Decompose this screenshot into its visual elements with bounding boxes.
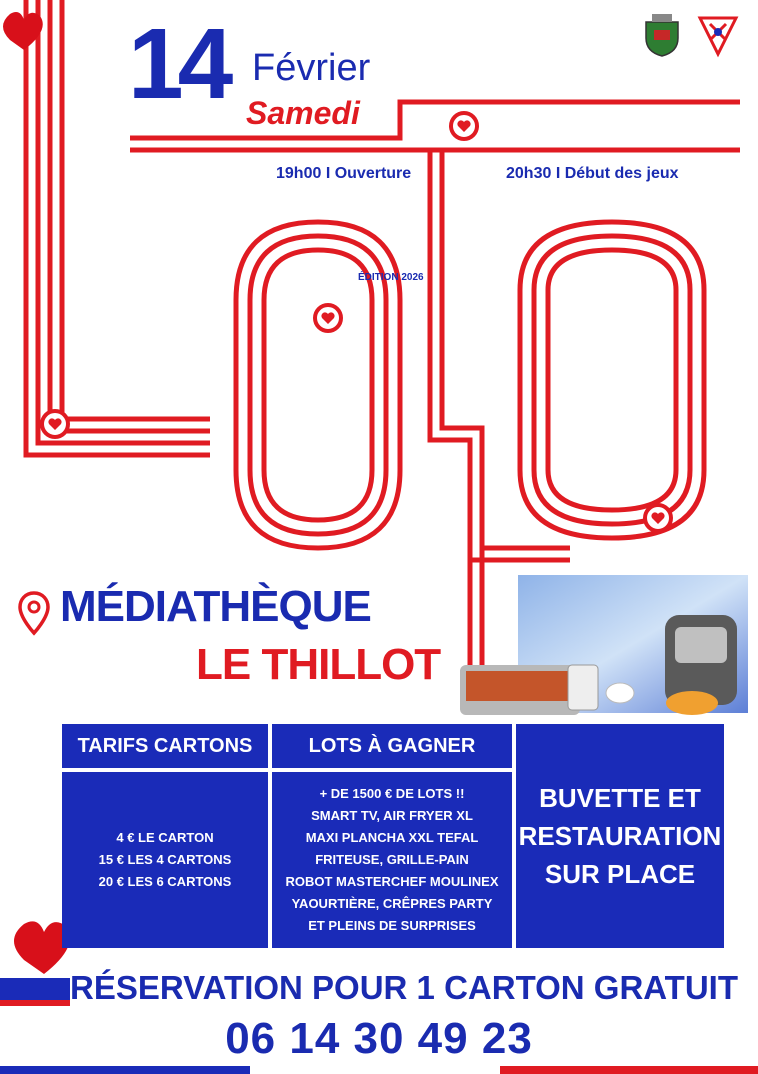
lot-item: YAOURTIÈRE, CRÊPRES PARTY xyxy=(291,896,493,911)
buvette-line: RESTAURATION xyxy=(518,821,722,851)
buvette-box xyxy=(516,724,724,948)
lot-item: SMART TV, AIR FRYER XL xyxy=(311,808,473,823)
date-day: 14 xyxy=(128,8,228,120)
lot-item: ET PLEINS DE SURPRISES xyxy=(308,918,476,933)
club-logo xyxy=(696,10,740,58)
date-month: Février xyxy=(252,47,371,89)
prizes-illustration xyxy=(460,575,750,725)
lots-list xyxy=(272,772,512,948)
tarif-item: 4 € LE CARTON xyxy=(116,830,214,845)
opening-time: 19h00 I Ouverture xyxy=(276,165,412,182)
lot-item: + DE 1500 € DE LOTS !! xyxy=(319,786,465,801)
phone-number: 06 14 30 49 23 xyxy=(225,1014,533,1063)
lot-item: MAXI PLANCHA XXL TEFAL xyxy=(305,830,479,845)
buvette-line: SUR PLACE xyxy=(544,859,696,889)
venue-name: MÉDIATHÈQUE xyxy=(60,582,371,631)
date-weekday: Samedi xyxy=(246,95,360,131)
town-crest-logo xyxy=(640,10,684,58)
tarif-item: 20 € LES 6 CARTONS xyxy=(98,874,232,889)
tarifs-header: TARIFS CARTONS xyxy=(62,724,268,768)
lots-header: LOTS À GAGNER xyxy=(272,724,512,768)
lot-item: ROBOT MASTERCHEF MOULINEX xyxy=(285,874,499,889)
tarifs-list xyxy=(62,772,268,948)
edition-label: ÉDITION 2026 xyxy=(358,272,424,283)
tarif-item: 15 € LES 4 CARTONS xyxy=(98,852,232,867)
location-pin-icon xyxy=(16,590,52,636)
venue-town: LE THILLOT xyxy=(196,640,441,689)
lot-item: FRITEUSE, GRILLE-PAIN xyxy=(315,852,469,867)
games-start-time: 20h30 I Début des jeux xyxy=(506,165,679,182)
buvette-line: BUVETTE ET xyxy=(539,783,701,813)
reservation-text: RÉSERVATION POUR 1 CARTON GRATUIT xyxy=(70,969,738,1006)
